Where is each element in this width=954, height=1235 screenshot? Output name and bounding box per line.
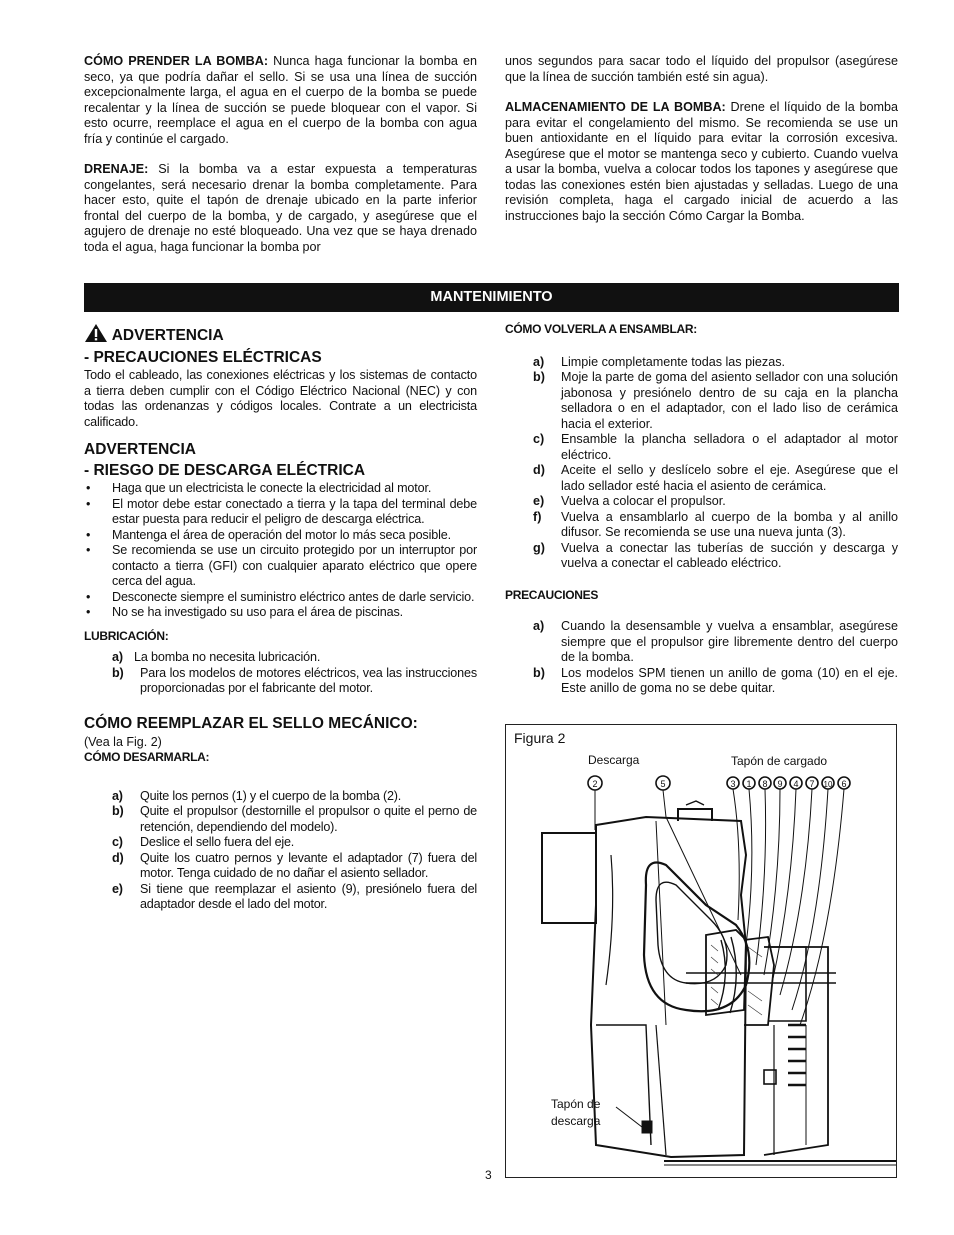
callout-8	[759, 777, 771, 789]
pump-cross-section-drawing	[506, 725, 897, 1178]
list-item: b) Quite el propulsor (destornille el propulsor o quite el perno de retención, dependiendo del modelo).	[112, 804, 477, 834]
list-item: c) Deslice el sello fuera del eje.	[112, 835, 295, 849]
figure-reference: (Vea la Fig. 2)	[84, 734, 162, 749]
list-item: d) Aceite el sello y deslícelo sobre el eje. Asegúrese que el lado sellador esté hacia el asiento de cerámica.	[533, 463, 898, 493]
list-item: b) Los modelos SPM tienen un anillo de goma (10) en el eje. Este anillo de goma no se debe quitar.	[533, 665, 898, 695]
list-item: • No se ha investigado su uso para el área de piscinas.	[84, 605, 477, 621]
svg-text:4: 4	[793, 779, 799, 789]
svg-text:9: 9	[777, 779, 783, 789]
disassemble-list	[84, 789, 477, 913]
warning-title-electrical: ADVERTENCIA	[84, 323, 477, 346]
top-left-column	[84, 54, 477, 255]
drain-paragraph: DRENAJE: Si la bomba va a estar expuesta a temperaturas congelantes, será necesario drenar la bomba completamente. Para hacer esto, quite el tapón de drenaje ubicado en la parte inferior frontal del cuerpo de la bomba, y de cargado, y asegúrese que el agujero de drenaje no esté bloqueado. Una vez que se haya drenado toda el agua, haga funcionar la bomba por	[84, 162, 477, 254]
svg-text:10: 10	[823, 780, 833, 789]
list-item: a) La bomba no necesita lubricación.	[112, 650, 321, 664]
callout-3	[727, 777, 739, 789]
maintenance-section-bar: MANTENIMIENTO	[84, 283, 899, 312]
svg-text:2: 2	[592, 779, 598, 789]
callout-6	[838, 777, 850, 789]
figure-2	[505, 724, 897, 1178]
list-item: • Se recomienda se use un circuito protegido por un interruptor por contacto a tierra (GFI) con cualquier aparato eléctrico que opere cerca del agua.	[84, 543, 477, 590]
precautions-list	[505, 619, 898, 697]
svg-text:8: 8	[762, 779, 768, 789]
list-item: • Haga que un electricista le conecte la electricidad al motor.	[84, 481, 477, 497]
list-item: • El motor debe estar conectado a tierra y la tapa del terminal debe estar puesta para reducir el peligro de descarga eléctrica.	[84, 497, 477, 528]
svg-text:3: 3	[730, 779, 736, 789]
warning-title-shock: ADVERTENCIA	[84, 441, 196, 458]
svg-text:6: 6	[841, 779, 847, 789]
list-item: a) Quite los pernos (1) y el cuerpo de la bomba (2).	[112, 788, 402, 803]
left-lower-column	[84, 323, 477, 913]
warning-subtitle-shock: - RIESGO DE DESCARGA ELÉCTRICA	[84, 462, 366, 479]
callout-7	[806, 777, 818, 789]
svg-text:5: 5	[660, 779, 666, 789]
warning-triangle-icon	[84, 323, 108, 343]
svg-text:7: 7	[809, 779, 815, 789]
list-item: b) Para los modelos de motores eléctricos, vea las instrucciones proporcionadas por el fabricante del motor.	[112, 665, 477, 695]
callout-4	[790, 777, 802, 789]
svg-text:1: 1	[746, 779, 752, 789]
callout-2	[588, 776, 602, 790]
reassemble-heading: CÓMO VOLVERLA A ENSAMBLAR:	[505, 322, 697, 336]
electrical-precautions-text: Todo el cableado, las conexiones eléctricas y los sistemas de contacto a tierra deben cumplir con el Código Eléctrico Nacional (NEC) y con todas las ordenanzas y códigos locales. Contrate a un electricista calificado.	[84, 368, 477, 429]
list-item: a) Limpie completamente todas las piezas.	[533, 354, 786, 369]
list-item: d) Quite los cuatro pernos y levante el adaptador (7) fuera del motor. Tenga cuidado de no dañar el asiento sellador.	[112, 850, 477, 880]
callout-1	[743, 777, 755, 789]
warning-subtitle-electrical: - PRECAUCIONES ELÉCTRICAS	[84, 349, 322, 366]
callout-9	[774, 777, 786, 789]
list-item: b) Moje la parte de goma del asiento sellador con una solución jabonosa y presiónelo dentro de su caja en la plancha selladora o en el adaptador, con el lado liso de cerámica hacia el exterior.	[533, 370, 898, 431]
shock-hazard-list	[84, 481, 477, 621]
list-item: • Desconecte siempre el suministro eléctrico antes de darle servicio.	[84, 590, 477, 606]
list-item: e) Vuelva a colocar el propulsor.	[533, 494, 726, 508]
precautions-heading: PRECAUCIONES	[505, 587, 599, 602]
storage-paragraph: ALMACENAMIENTO DE LA BOMBA: Drene el líquido de la bomba para evitar el congelamiento del mismo. Se recomienda se use un buen antioxidante en el líquido para evitar la corrosión excesiva. Asegúrese que el motor se mantenga seco y cubierto. Cuando vuelva a usar la bomba, vuelva a colocar todos los tapones y asegúrese que todas las conexiones estén bien ajustadas y selladas. Luego de una revisión completa, haga el cargado inicial de acuerdo a las instrucciones bajo la sección Cómo Cargar la Bomba.	[505, 100, 898, 223]
reassemble-list	[505, 355, 898, 572]
list-item: c) Ensamble la plancha selladora o el adaptador al motor eléctrico.	[533, 432, 898, 462]
list-item: a) Cuando la desensamble y vuelva a ensamblar, asegúrese siempre que el propulsor gire libremente dentro del cuerpo de la bomba.	[533, 619, 898, 664]
lubrication-list	[84, 650, 477, 697]
disassemble-heading: CÓMO DESARMARLA:	[84, 750, 210, 764]
replace-seal-heading: CÓMO REEMPLAZAR EL SELLO MECÁNICO:	[84, 714, 418, 732]
list-item: • Mantenga el área de operación del motor lo más seca posible.	[84, 528, 477, 544]
callout-5	[656, 776, 670, 790]
figure-title: Figura 2	[514, 730, 566, 746]
drain-continued-paragraph: unos segundos para sacar todo el líquido del propulsor (asegúrese que la línea de succión también esté sin agua).	[505, 54, 898, 84]
priming-paragraph: CÓMO PRENDER LA BOMBA: Nunca haga funcionar la bomba en seco, ya que podría dañar el sello. Si se usa una línea de succión excepcionalmente larga, el agua en el cuerpo de la bomba se puede recalentar y la línea de succión se puede bloquear con el vapor. Si esto ocurre, reemplace el agua en el cuerpo de la bomba con agua fría y continúe el cargado.	[84, 54, 477, 146]
list-item: f) Vuelva a ensamblarlo al cuerpo de la bomba y al anillo difusor. Se recomienda se use una nueva junta (3).	[533, 509, 898, 539]
list-item: e) Si tiene que reemplazar el asiento (9), presiónelo fuera del adaptador desde el lado del motor.	[112, 881, 477, 911]
lubrication-heading: LUBRICACIÓN:	[84, 628, 169, 643]
label-priming-plug: Tapón de cargado	[731, 754, 828, 768]
label-discharge: Descarga	[588, 753, 640, 767]
top-right-column	[505, 54, 898, 224]
callout-10	[822, 777, 834, 789]
list-item: g) Vuelva a conectar las tuberías de succión y descarga y vuelva a conectar el cableado eléctrico.	[533, 540, 898, 570]
page-number: 3	[485, 1168, 492, 1182]
right-lower-column	[505, 322, 898, 697]
label-drain-plug: Tapón de descarga	[551, 1097, 601, 1128]
